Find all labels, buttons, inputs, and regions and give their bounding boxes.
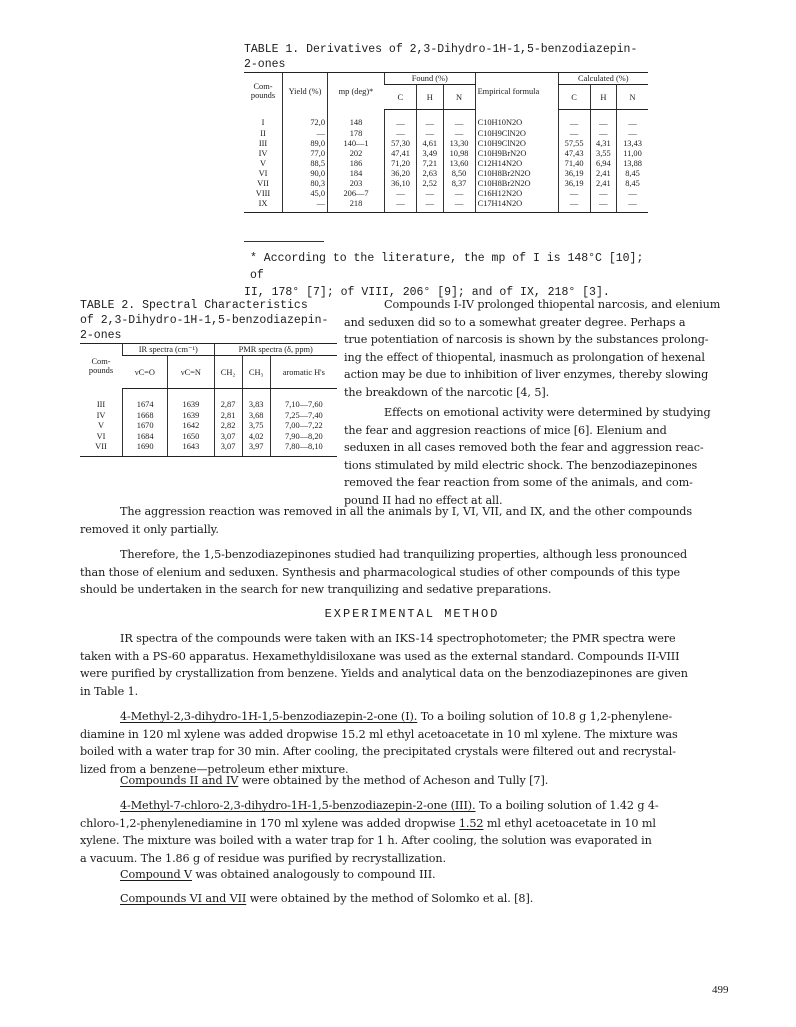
paragraph-ir-spectra: IR spectra of the compounds were taken with an IKS-14 spectrophotometer; the PMR spectra were taken with a PS-60 apparatus. Hexamethyldisiloxane was used as the external standard. Compounds II-VIII were purified by crystallization from benzene. Yields and analytical data on the benzodiazepinones are given in Table 1. <box>80 632 688 698</box>
table2-header-vco: νC=O <box>123 356 168 389</box>
table1-cell-ch: — <box>590 198 616 213</box>
table1-cell-fn: — <box>443 128 475 138</box>
table-row <box>244 110 648 129</box>
table1-cell-formula: C10H9BrN2O <box>475 148 558 158</box>
table2-cell-ch2: 3,07 <box>214 431 242 442</box>
paragraph-compound-v: Compound V was obtained analogously to compound III. <box>120 868 436 881</box>
table1-cell-fn: 8,37 <box>443 178 475 188</box>
table2-header-aromatic: aromatic H's <box>270 356 337 389</box>
right-column-paragraph-1: Compounds I-IV prolonged thiopental narcosis, and elenium and seduxen did so to a somewhat greater degree. Perhaps a true potentiation of narcosis is shown by the substances prolong- ing the effect of thiopental, inasmuch as prolongation of hexenal action may be due to inhibition of liver enzymes, thereby slowing the breakdown of the narcotic [4, 5]. <box>344 298 721 399</box>
table1-cell-fn: 10,98 <box>443 148 475 158</box>
table2-cell-arom: 7,00—7,22 <box>270 421 337 432</box>
table1-footnote: * According to the literature, the mp of I is 148°C [10]; of II, 178° [7]; of VIII, 206° [9]; and of IX, 218° [3]. <box>244 252 644 299</box>
table1-cell-cn: 8,45 <box>617 168 648 178</box>
table1-cell-cn: 11,00 <box>617 148 648 158</box>
table1-cell-comp: I <box>261 118 265 128</box>
table2-header-ch2: CH₂ <box>214 356 242 389</box>
table2-cell-ch3: 3,75 <box>242 421 270 432</box>
table1-cell-formula: C10H10N2O <box>475 110 558 129</box>
table1-cell-fn: — <box>443 188 475 198</box>
table2-cell-arom: 7,10—7,60 <box>270 389 337 410</box>
table1-cell-comp: VIII <box>255 188 271 198</box>
table2-header-ir: IR spectra (cm⁻¹) <box>123 344 215 356</box>
table-row <box>80 410 337 421</box>
table1-cell-yield: — <box>283 198 328 213</box>
table1-cell-formula: C10H8Br2N2O <box>475 178 558 188</box>
table1-cell-mp: 186 <box>328 158 385 168</box>
table2-cell-ch2: 2,87 <box>214 389 242 410</box>
table2-cell-vco: 1668 <box>123 410 168 421</box>
table-row <box>244 138 648 148</box>
table1-cell-ch: 4,31 <box>590 138 616 148</box>
table1-cell-comp: VI <box>258 168 268 178</box>
table1-cell-cc: 47,43 <box>558 148 590 158</box>
table1-cell-cc: 36,19 <box>558 168 590 178</box>
table1-footnote-rule <box>244 241 324 242</box>
table2-cell-vcn: 1650 <box>168 431 214 442</box>
table1-cell-fc: 47,41 <box>385 148 417 158</box>
table2-cell-comp: VII <box>80 442 123 457</box>
table1-cell-fn: 13,30 <box>443 138 475 148</box>
table2-cell-vco: 1670 <box>123 421 168 432</box>
table1-cell-yield: 89,0 <box>283 138 328 148</box>
table2-cell-ch3: 3,68 <box>242 410 270 421</box>
table-row <box>80 431 337 442</box>
table2-cell-comp: VI <box>96 431 106 441</box>
table1-cell-fh: 2,52 <box>417 178 443 188</box>
table1-cell-mp: 218 <box>328 198 385 213</box>
table1-cell-yield: 72,0 <box>283 110 328 129</box>
table2-cell-ch3: 3,83 <box>242 389 270 410</box>
table1-cell-formula: C10H9ClN2O <box>475 128 558 138</box>
table2-cell-ch3: 4,02 <box>242 431 270 442</box>
table1-cell-fh: 3,49 <box>417 148 443 158</box>
table1-header-calc-n: N <box>617 85 648 110</box>
table1-cell-fc: 36,20 <box>385 168 417 178</box>
table1-cell-ch: — <box>590 110 616 129</box>
table1-cell-ch: — <box>590 128 616 138</box>
table1-cell-fc: — <box>385 128 417 138</box>
table1-cell-yield: 90,0 <box>283 168 328 178</box>
table2-cell-ch2: 3,07 <box>214 442 242 457</box>
table1-cell-comp: VII <box>257 178 269 188</box>
table1-cell-cn: — <box>617 188 648 198</box>
table1-cell-fh: — <box>417 110 443 129</box>
table-row <box>244 198 648 213</box>
table1-cell-yield: 77,0 <box>283 148 328 158</box>
table1-cell-cn: 13,88 <box>617 158 648 168</box>
table1-cell-yield: 45,0 <box>283 188 328 198</box>
table1-cell-cn: — <box>617 198 648 213</box>
table2-cell-ch2: 2,81 <box>214 410 242 421</box>
table1-cell-fc: 71,20 <box>385 158 417 168</box>
table1-header-empirical: Empirical formula <box>475 73 558 110</box>
table1-cell-fc: — <box>385 198 417 213</box>
table2-cell-vcn: 1643 <box>168 442 214 457</box>
table2-cell-vcn: 1642 <box>168 421 214 432</box>
table-row <box>80 421 337 432</box>
table-row <box>80 442 337 457</box>
table1-cell-fh: — <box>417 198 443 213</box>
table-row <box>244 148 648 158</box>
table1-cell-fc: 36,10 <box>385 178 417 188</box>
table1-cell-mp: 148 <box>328 110 385 129</box>
table1-cell-fh: — <box>417 128 443 138</box>
table2-cell-comp: IV <box>96 410 106 420</box>
table-row <box>244 188 648 198</box>
table1-cell-mp: 206—7 <box>328 188 385 198</box>
table2-cell-ch3: 3,97 <box>242 442 270 457</box>
table1-cell-ch: 2,41 <box>590 168 616 178</box>
table1-header-calc-c: C <box>558 85 590 110</box>
table2-header-pmr: PMR spectra (δ, ppm) <box>214 344 337 356</box>
table1-cell-fc: — <box>385 188 417 198</box>
table2-cell-arom: 7,25—7,40 <box>270 410 337 421</box>
table1-cell-cc: — <box>558 110 590 129</box>
paragraph-compounds-ii-iv: Compounds II and IV were obtained by the method of Acheson and Tully [7]. <box>120 774 549 787</box>
table1-header-yield: Yield (%) <box>283 73 328 110</box>
table1-cell-ch: — <box>590 188 616 198</box>
table1-cell-cn: — <box>617 128 648 138</box>
table2-header-vcn: νC=N <box>168 356 214 389</box>
table1-cell-comp: IX <box>244 198 283 213</box>
table1-header-found-c: C <box>385 85 417 110</box>
table1-cell-mp: 203 <box>328 178 385 188</box>
table-row <box>244 158 648 168</box>
table1-cell-yield: 88,5 <box>283 158 328 168</box>
table1-cell-ch: 3,55 <box>590 148 616 158</box>
table1-cell-cc: 71,40 <box>558 158 590 168</box>
table-row <box>244 168 648 178</box>
table1-cell-fn: — <box>443 198 475 213</box>
compound-i-title: 4-Methyl-2,3-dihydro-1H-1,5-benzodiazepin-2-one (I). <box>120 710 418 723</box>
table1-cell-cn: — <box>617 110 648 129</box>
table1-cell-fn: 13,60 <box>443 158 475 168</box>
table1-cell-formula: C12H14N2O <box>475 158 558 168</box>
table1-cell-ch: 2,41 <box>590 178 616 188</box>
paragraph-compound-iii-synthesis: 4-Methyl-7-chloro-2,3-dihydro-1H-1,5-benzodiazepin-2-one (III). To a boiling solution of 1.42 g 4- chloro-1,2-phenylenediamine in 170 ml xylene was added dropwise 1.52 ml ethyl acetoacetate in 10 ml xylene. The mixture was boiled with a water trap for 1 h. After cooling, the solution was evaporated in a vacuum. The 1.86 g of residue was purified by recrystallization. <box>80 799 659 865</box>
table2-cell-comp: III <box>96 399 106 409</box>
table2-header-compounds: Com-pounds <box>80 344 123 389</box>
table1-cell-yield: — <box>283 128 328 138</box>
table1-cell-cc: — <box>558 128 590 138</box>
table1-cell-cn: 13,43 <box>617 138 648 148</box>
table1-cell-comp: V <box>259 158 267 168</box>
table2-cell-arom: 7,80—8,10 <box>270 442 337 457</box>
table2-cell-vcn: 1639 <box>168 410 214 421</box>
page-number: 499 <box>712 984 729 996</box>
table-row <box>244 178 648 188</box>
table-row <box>244 128 648 138</box>
table1-header-found-n: N <box>443 85 475 110</box>
table1-cell-fn: 8,50 <box>443 168 475 178</box>
table1-header-mp: mp (deg)* <box>328 73 385 110</box>
table1-cell-formula: C10H8Br2N2O <box>475 168 558 178</box>
table1-cell-yield: 80,3 <box>283 178 328 188</box>
table1-cell-comp: IV <box>258 148 268 158</box>
table2-cell-comp: V <box>97 421 105 431</box>
table2-header-ch3: CH₃ <box>242 356 270 389</box>
table1-cell-comp: III <box>258 138 268 148</box>
paragraph-compounds-vi-vii: Compounds VI and VII were obtained by the method of Solomko et al. [8]. <box>120 892 534 905</box>
table2-caption: TABLE 2. Spectral Characteristics of 2,3-Dihydro-1H-1,5-benzodiazepin- 2-ones <box>80 299 329 342</box>
table1-cell-cc: — <box>558 188 590 198</box>
table1-cell-formula: C16H12N2O <box>475 188 558 198</box>
table2-cell-vco: 1674 <box>123 389 168 410</box>
table1-cell-fh: — <box>417 188 443 198</box>
table1-cell-cc: 57,55 <box>558 138 590 148</box>
table2-cell-arom: 7,90—8,20 <box>270 431 337 442</box>
table1-cell-fh: 2,63 <box>417 168 443 178</box>
table1-header-found: Found (%) <box>385 73 476 85</box>
table1-cell-fh: 7,21 <box>417 158 443 168</box>
compound-iii-title: 4-Methyl-7-chloro-2,3-dihydro-1H-1,5-benzodiazepin-2-one (III). <box>120 799 476 812</box>
table1-cell-fn: — <box>443 110 475 129</box>
table2-cell-vco: 1684 <box>123 431 168 442</box>
table1-cell-mp: 202 <box>328 148 385 158</box>
table1-cell-fc: 57,30 <box>385 138 417 148</box>
table2-cell-ch2: 2,82 <box>214 421 242 432</box>
table1-cell-fh: 4,61 <box>417 138 443 148</box>
table1-header-calc-h: H <box>590 85 616 110</box>
table1-cell-comp: II <box>260 128 266 138</box>
right-column-paragraph-2: Effects on emotional activity were determined by studying the fear and aggresion reactions of mice [6]. Elenium and seduxen in all cases removed both the fear and aggression reac- tions stimulated by mild electric shock. The benzodiazepinones removed the fear reaction from some of the animals, and com- pound II had no effect at all. <box>344 406 711 507</box>
table-row <box>80 389 337 410</box>
table1-cell-mp: 178 <box>328 128 385 138</box>
table1-cell-cc: — <box>558 198 590 213</box>
table2-cell-vco: 1690 <box>123 442 168 457</box>
table1-cell-fc: — <box>385 110 417 129</box>
table1-header-calculated: Calculated (%) <box>558 73 648 85</box>
table2-cell-vcn: 1639 <box>168 389 214 410</box>
section-heading: EXPERIMENTAL METHOD <box>324 607 500 621</box>
table1-header-found-h: H <box>417 85 443 110</box>
paragraph-aggression: The aggression reaction was removed in all the animals by I, VI, VII, and IX, and the other compounds removed it only partially. <box>80 505 693 536</box>
table1-header-compounds: Com-pounds <box>244 73 283 110</box>
table1-cell-mp: 184 <box>328 168 385 178</box>
table1-cell-mp: 140—1 <box>328 138 385 148</box>
table2 <box>80 343 337 457</box>
table1 <box>244 72 648 213</box>
table1-cell-ch: 6,94 <box>590 158 616 168</box>
paragraph-compound-i-synthesis: 4-Methyl-2,3-dihydro-1H-1,5-benzodiazepin-2-one (I). To a boiling solution of 10.8 g 1,2-phenylene- diamine in 120 ml xylene was added dropwise 15.2 ml ethyl acetoacetate in 10 ml xylene. The mixture was boiled with a water trap for 30 min. After cooling, the precipitated crystals were filtered out and recrystal- lized from a benzene—petroleum ether mixture. <box>80 710 678 776</box>
table1-caption: TABLE 1. Derivatives of 2,3-Dihydro-1H-1,5-benzodiazepin- 2-ones <box>244 43 638 71</box>
paragraph-therefore: Therefore, the 1,5-benzodiazepinones studied had tranquilizing properties, although less pronounced than those of elenium and seduxen. Synthesis and pharmacological studies of other compounds of this type should be undertaken in the search for new tranquilizing and sedative preparations. <box>80 548 688 597</box>
table1-cell-formula: C10H9ClN2O <box>475 138 558 148</box>
table1-cell-formula: C17H14N2O <box>475 198 558 213</box>
table1-cell-cn: 8,45 <box>617 178 648 188</box>
table1-cell-cc: 36,19 <box>558 178 590 188</box>
